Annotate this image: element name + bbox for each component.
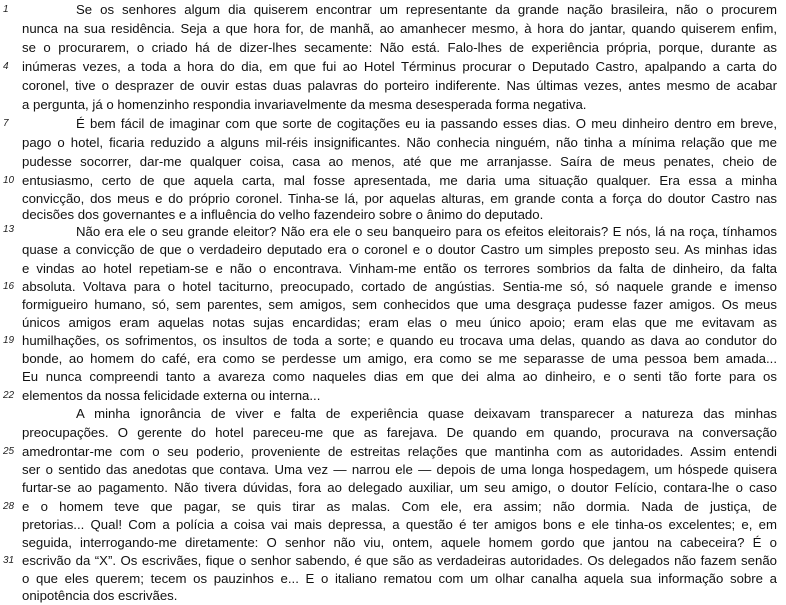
text-line: Não era ele o seu grande eleitor? Não era ele o seu banqueiro para os efeitos eleitorais? E nós, lá na roça, tínhamos xyxy=(76,224,777,239)
line-number: 31 xyxy=(3,555,15,566)
text-line: furtar-se ao pagamento. Não tivera dúvidas, fora ao delegado auxiliar, um seu amigo, o doutor Felício, contara-lhe o caso xyxy=(22,480,777,495)
text-line: o que eles querem; tecem os pauzinhos e... E o italiano rematou com um olhar canalha aquela sua informação sobre a xyxy=(22,571,777,586)
text-line: A minha ignorância de viver e falta de experiência quase deixavam transparecer a natureza das minhas xyxy=(76,406,777,421)
text-line: quase a convicção de que o verdadeiro deputado era o coronel e o doutor Castro um simples preposto seu. As minhas idas xyxy=(22,242,777,257)
line-number: 25 xyxy=(3,446,15,457)
text-line: coronel, tive o desprazer de ouvir estas duas palavras do porteiro indiferente. Nas últimas vezes, antes mesmo de acabar xyxy=(22,78,777,93)
line-number: 13 xyxy=(3,224,15,235)
text-line: Se os senhores algum dia quiserem encontrar um representante da grande nação brasileira, não o procurem xyxy=(76,2,777,17)
text-line: pago o hotel, ficaria reduzido a alguns mil-réis insignificantes. Não conhecia ninguém, não tinha a mínima relação que me xyxy=(22,135,777,150)
text-line: onipotência dos escrivães. xyxy=(22,588,178,603)
text-line: convicção, dos meus e do próprio coronel. Tinha-se lá, por aquelas alturas, em grande conta a força do doutor Castro nas xyxy=(22,191,777,206)
text-line: Eu nunca compreendi tanto a avareza como naqueles dias em que dei alma ao dinheiro, e o senti tão forte para os xyxy=(22,369,777,384)
line-number: 22 xyxy=(3,390,15,401)
text-line: decisões dos governantes e a influência do velho fazendeiro sobre o ânimo do deputado. xyxy=(22,207,544,222)
text-line: humilhações, os sofrimentos, os insultos de toda a sorte; e quando eu trocava uma delas, quando as dava ao condutor do xyxy=(22,333,777,348)
line-number: 7 xyxy=(3,118,9,129)
text-line: seguida, interrogando-me diretamente: O senhor não viu, ontem, aquele homem gordo que jantou na cabeceira? É o xyxy=(22,535,777,550)
text-line: elementos da nossa felicidade externa ou interna... xyxy=(22,388,321,403)
text-line: escrivão da “X”. Os escrivães, fique o senhor sabendo, é que são as verdadeiras autoridades. Os delegados não fazem senão xyxy=(22,553,777,568)
text-line: a pergunta, já o homenzinho respondia invariavelmente da mesma desesperada forma negativa. xyxy=(22,97,587,112)
line-number: 10 xyxy=(3,175,15,186)
text-line: pudesse socorrer, dar-me qualquer coisa, casa ao menos, até que me arranjasse. Saíra de meus penates, cheio de xyxy=(22,154,777,169)
text-line: É bem fácil de imaginar com que sorte de cogitações eu ia passando esses dias. O meu dinheiro dentro em breve, xyxy=(76,116,777,131)
text-line: e o homem teve que pagar, se quis tirar as malas. Com ele, era assim; não dormia. Nada de justiça, de xyxy=(22,499,777,514)
text-line: pretorias... Qual! Com a polícia a coisa vai mais depressa, a questão é ter amigos bons e ele tinha-os excelentes; e, em xyxy=(22,517,777,532)
text-line: bonde, ao homem do café, era como se perdesse um amigo, era como se me separasse de uma pessoa bem amada... xyxy=(22,351,777,366)
text-line: inúmeras vezes, a toda a hora do dia, em que fui ao Hotel Términus procurar o Deputado Castro, apalpando a carta do xyxy=(22,59,777,74)
text-line: ser o sentido das anedotas que contava. Uma vez — narrou ele — depois de uma longa hospedagem, um hóspede quisera xyxy=(22,462,777,477)
line-number: 28 xyxy=(3,501,15,512)
text-line: se o procurarem, o criado há de dizer-lhes secamente: Não está. Falo-lhes de experiência própria, porque, durante as xyxy=(22,40,777,55)
line-number: 1 xyxy=(3,4,9,15)
text-line: preocupações. O gerente do hotel pareceu-me que as farejava. De quando em quando, procurava na conversação xyxy=(22,425,777,440)
text-line: e vindas ao hotel repetiam-se e não o encontrava. Vinham-me então os terrores sombrios da falta de dinheiro, da falta xyxy=(22,261,777,276)
text-line: absoluta. Voltava para o hotel taciturno, preocupado, cortado de angústias. Sentia-me só, só naquele grande e imenso xyxy=(22,279,777,294)
text-line: entusiasmo, certo de que aquela carta, mal fosse apresentada, me daria uma situação qualquer. Era essa a minha xyxy=(22,173,777,188)
text-line: amedrontar-me com o seu poderio, proveniente de estreitas relações que mantinha com as autoridades. Assim entendi xyxy=(22,444,777,459)
text-line: formigueiro humano, só, sem parentes, sem amigos, sem conhecidos que uma desgraça pudesse fazer amigos. Os meus xyxy=(22,297,777,312)
line-number: 16 xyxy=(3,281,15,292)
line-number: 19 xyxy=(3,335,15,346)
text-line: nunca na sua residência. Seja a que hora for, de manhã, ao amanhecer mesmo, à hora do jantar, quando quiserem enfim, xyxy=(22,21,777,36)
line-number: 4 xyxy=(3,61,9,72)
text-line: únicos amigos eram aquelas notas sujas encardidas; eram elas o meu único apoio; eram elas que me evitavam as xyxy=(22,315,777,330)
